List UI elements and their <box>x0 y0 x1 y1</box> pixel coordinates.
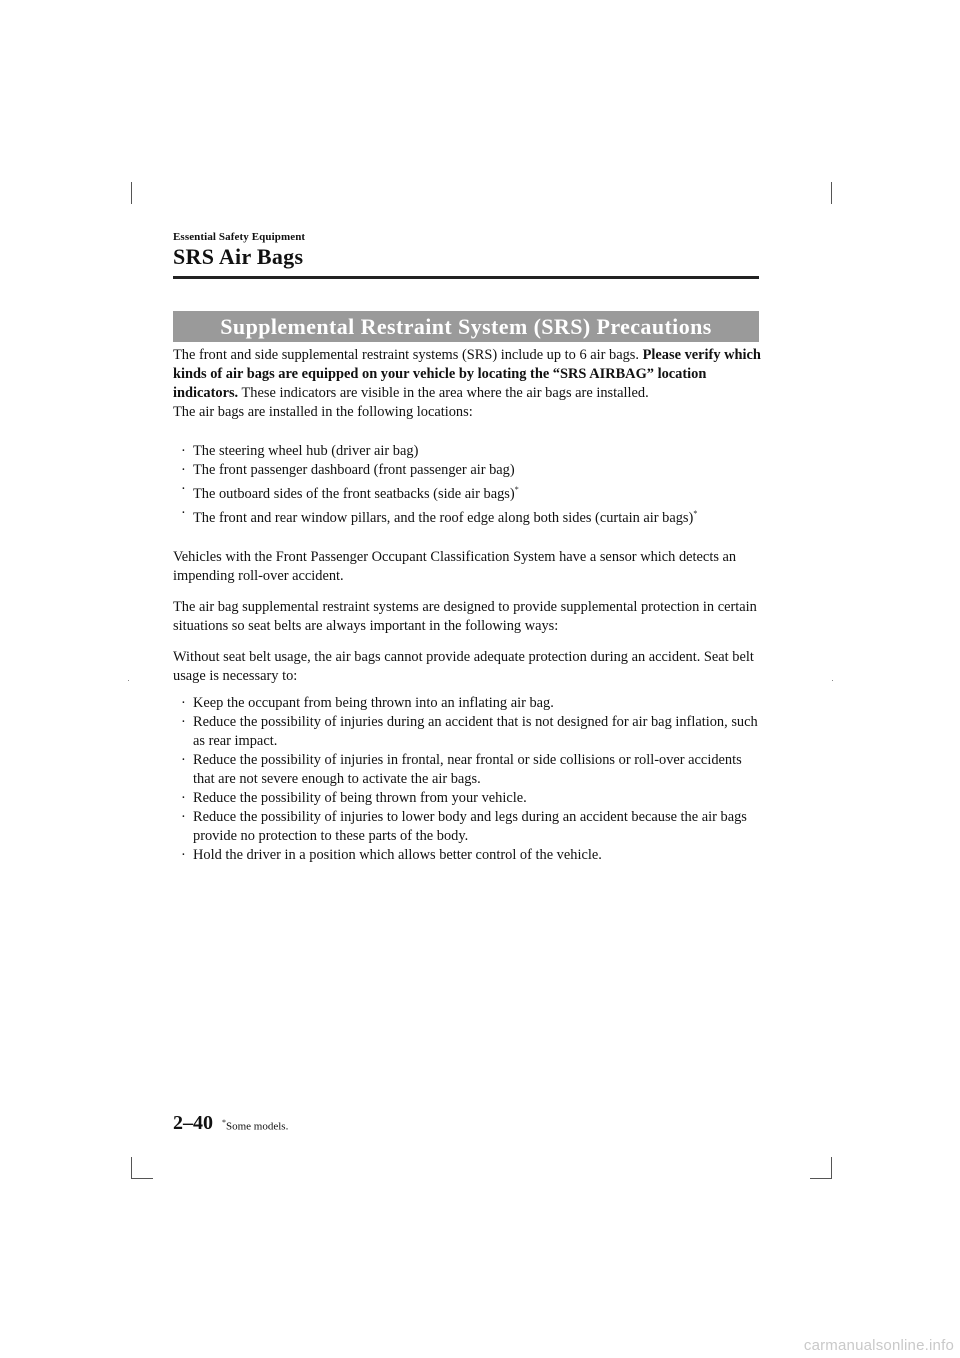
chapter-title: SRS Air Bags <box>173 244 304 269</box>
list-item: · Reduce the possibility of injuries in frontal, near frontal or side collisions or roll-over accidents that are not severe enough to activate the air bags. <box>181 752 742 787</box>
bullet-dot: · <box>181 847 186 863</box>
section-label: Essential Safety Equipment <box>173 231 306 243</box>
list-item: · Hold the driver in a position which allows better control of the vehicle. <box>181 847 602 863</box>
intro-text-end: These indicators are visible in the area where the air bags are installed. <box>238 385 649 401</box>
crop-mark-bottom-right-h <box>810 1178 832 1179</box>
footnote <box>222 1118 288 1133</box>
list-item: · Reduce the possibility of injuries to lower body and legs during an accident because the air bags provide no protection to these parts of the body. <box>181 809 747 844</box>
crop-mark-bottom-right <box>831 1157 832 1179</box>
sensor-paragraph: Vehicles with the Front Passenger Occupant Classification System have a sensor which detects an impending roll-over accident. <box>173 549 737 584</box>
bullet-dot: · <box>181 505 186 521</box>
bullet-dot: · <box>181 695 186 711</box>
bullet-dot: · <box>181 462 186 478</box>
crop-mark-top-left <box>131 182 132 204</box>
seatbelt-paragraph: Without seat belt usage, the air bags cannot provide adequate protection during an accident. Seat belt usage is necessary to: <box>173 649 754 684</box>
bullet-dot: · <box>181 714 186 730</box>
bullet-dot: · <box>181 443 186 459</box>
locations-lead: The air bags are installed in the following locations: <box>173 404 473 420</box>
list-item: · Reduce the possibility of injuries during an accident that is not designed for air bag inflation, such as rear impact. <box>181 714 758 749</box>
page-body <box>173 346 763 865</box>
crop-mark-bottom-left <box>131 1157 132 1179</box>
topic-banner: Supplemental Restraint System (SRS) Precautions <box>173 311 759 342</box>
supplemental-paragraph: The air bag supplemental restraint systems are designed to provide supplemental protection in certain situations so seat belts are always important in the following ways: <box>173 599 757 634</box>
watermark: carmanualsonline.info <box>803 1337 954 1354</box>
footnote-text: Some models. <box>226 1120 289 1133</box>
bullet-dot: · <box>181 481 186 497</box>
registration-tick-right <box>832 680 833 681</box>
locations-list <box>173 442 763 528</box>
intro-paragraph <box>173 346 763 403</box>
intro-text: The front and side supplemental restraint systems (SRS) include up to 6 air bags. <box>173 347 643 363</box>
list-item: · The outboard sides of the front seatbacks (side air bags)* <box>181 481 519 502</box>
footnote-mark: * <box>222 1118 226 1127</box>
list-item: · The front passenger dashboard (front passenger air bag) <box>181 462 515 478</box>
registration-tick-left <box>128 680 129 681</box>
list-item: · The steering wheel hub (driver air bag) <box>181 443 419 459</box>
list-item: · Keep the occupant from being thrown into an inflating air bag. <box>181 695 554 711</box>
bullet-dot: · <box>181 790 186 806</box>
some-models-asterisk: * <box>514 485 519 494</box>
list-item: · Reduce the possibility of being thrown from your vehicle. <box>181 790 527 806</box>
chapter-rule <box>173 276 759 279</box>
page-number: 2–40 <box>173 1112 213 1134</box>
list-item: · The front and rear window pillars, and the roof edge along both sides (curtain air bags)* <box>181 505 698 526</box>
bullet-dot: · <box>181 809 186 825</box>
intro-bold-instruction: Please verify which kinds of air bags are equipped on your vehicle by locating the “SRS AIRBAG” location indicators. <box>173 347 761 401</box>
some-models-asterisk: * <box>693 509 698 518</box>
crop-mark-top-right <box>831 182 832 204</box>
crop-mark-bottom-left-h <box>131 1178 153 1179</box>
bullet-dot: · <box>181 752 186 768</box>
seatbelt-reasons-list <box>173 694 763 865</box>
